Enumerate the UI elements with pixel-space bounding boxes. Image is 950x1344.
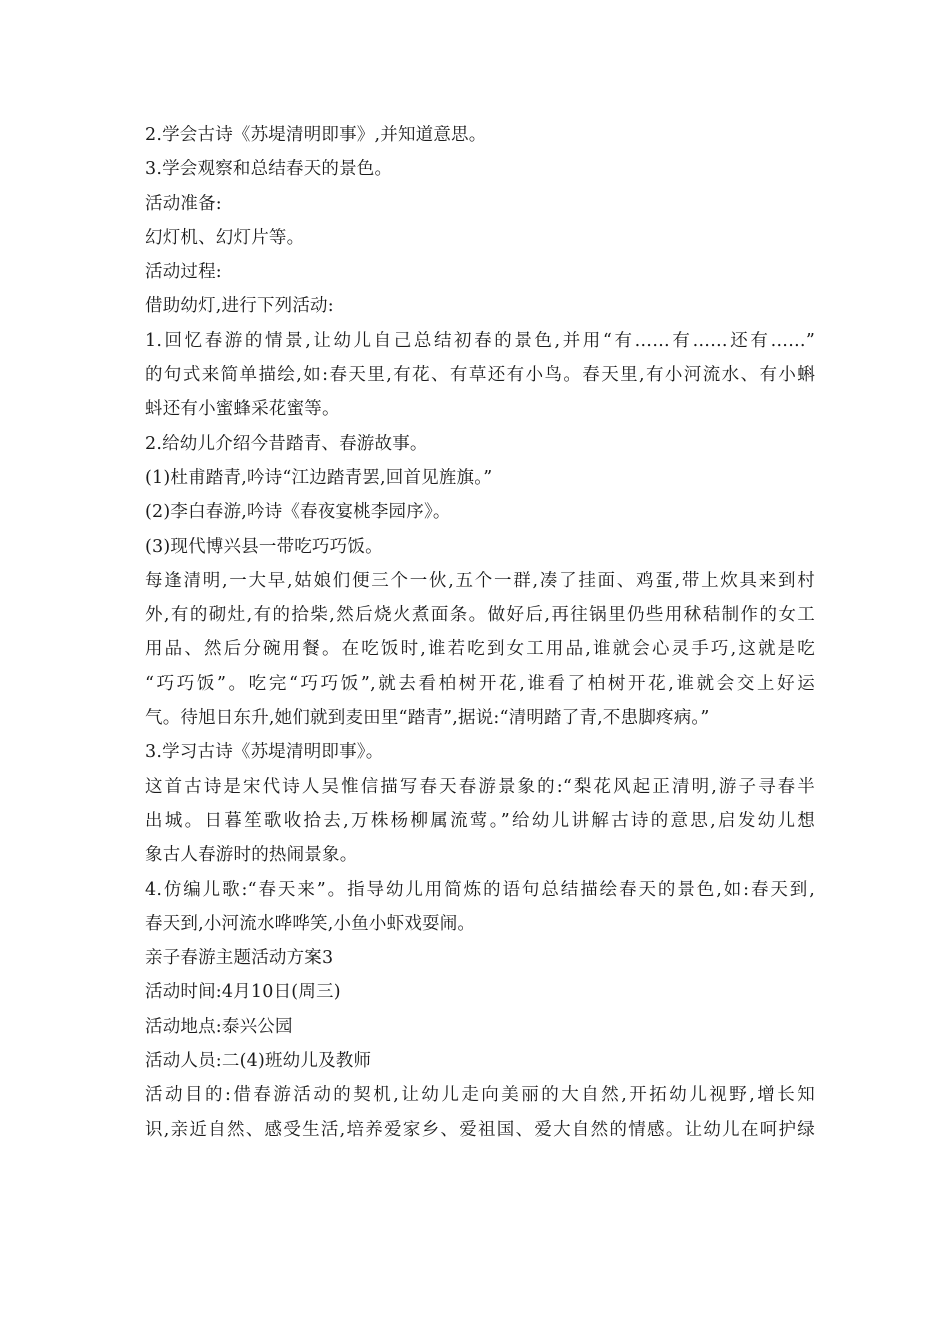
text-line: “巧巧饭”。吃完“巧巧饭”,就去看柏树开花,谁看了柏树开花,谁就会交上好运: [145, 673, 815, 694]
text-line: 4.仿编儿歌:“春天来”。指导幼儿用简炼的语句总结描绘春天的景色,如:春天到,: [145, 879, 815, 900]
text-line: 1.回忆春游的情景,让幼儿自己总结初春的景色,并用“有……有……还有……”: [145, 330, 815, 351]
text-line: 3.学习古诗《苏堤清明即事》。: [145, 742, 384, 763]
text-line: 象古人春游时的热闹景象。: [145, 845, 358, 866]
text-line: 蚪还有小蜜蜂采花蜜等。: [145, 399, 340, 420]
document-body: [145, 118, 815, 1147]
text-line: 这首古诗是宋代诗人吴惟信描写春天春游景象的:“梨花风起正清明,游子寻春半: [145, 776, 815, 797]
text-line: 活动时间:4月10日(周三): [145, 982, 341, 1003]
text-line: (1)杜甫踏青,吟诗“江边踏青罢,回首见旌旗。”: [145, 467, 493, 488]
text-line: 活动人员:二(4)班幼儿及教师: [145, 1051, 372, 1072]
text-line: 借助幼灯,进行下列活动:: [145, 296, 334, 317]
section-title: 亲子春游主题活动方案3: [145, 948, 334, 969]
text-line: 3.学会观察和总结春天的景色。: [145, 159, 393, 180]
section-heading: 活动准备:: [145, 193, 222, 214]
text-line: 识,亲近自然、感受生活,培养爱家乡、爱祖国、爱大自然的情感。让幼儿在呵护绿: [145, 1119, 815, 1140]
text-line: 外,有的砌灶,有的拾柴,然后烧火煮面条。做好后,再往锅里仍些用秫秸制作的女工: [145, 605, 815, 626]
text-line: 幻灯机、幻灯片等。: [145, 227, 305, 248]
text-line: 2.给幼儿介绍今昔踏青、春游故事。: [145, 433, 428, 454]
text-line: (2)李白春游,吟诗《春夜宴桃李园序》。: [145, 502, 451, 523]
text-line: 春天到,小河流水哗哗笑,小鱼小虾戏耍闹。: [145, 913, 476, 934]
text-line: 活动目的:借春游活动的契机,让幼儿走向美丽的大自然,开拓幼儿视野,增长知: [145, 1085, 815, 1106]
text-line: 的句式来简单描绘,如:春天里,有花、有草还有小鸟。春天里,有小河流水、有小蝌: [145, 365, 815, 386]
text-line: 出城。日暮笙歌收拾去,万株杨柳属流莺。”给幼儿讲解古诗的意思,启发幼儿想: [145, 810, 815, 831]
text-line: 2.学会古诗《苏堤清明即事》,并知道意思。: [145, 125, 487, 145]
text-line: 活动地点:泰兴公园: [145, 1016, 293, 1037]
text-line: 每逢清明,一大早,姑娘们便三个一伙,五个一群,凑了挂面、鸡蛋,带上炊具来到村: [145, 570, 815, 591]
text-line: 气。待旭日东升,她们就到麦田里“踏青”,据说:“清明踏了青,不患脚疼病。”: [145, 708, 710, 729]
text-line: (3)现代博兴县一带吃巧巧饭。: [145, 536, 383, 557]
section-heading: 活动过程:: [145, 262, 222, 283]
text-line: 用品、然后分碗用餐。在吃饭时,谁若吃到女工用品,谁就会心灵手巧,这就是吃: [145, 639, 815, 660]
